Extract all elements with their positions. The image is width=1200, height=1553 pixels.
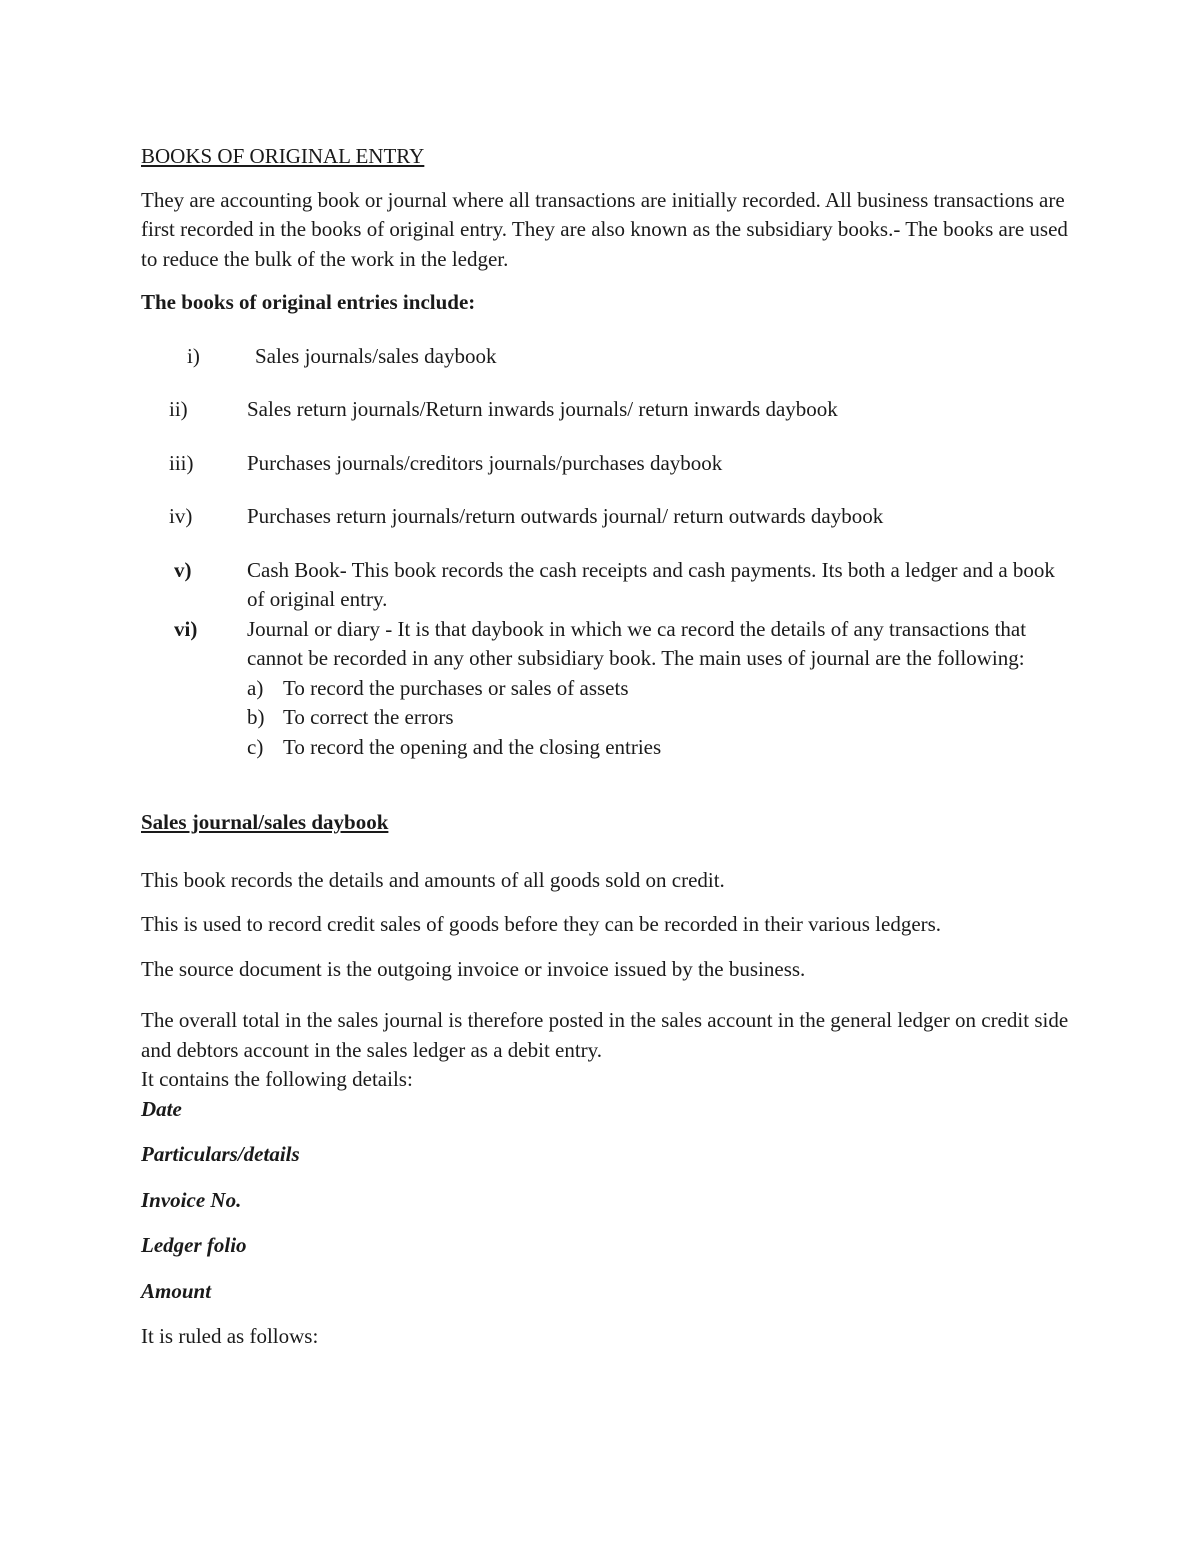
list-number: v) <box>174 557 192 582</box>
list-item-book-3 <box>141 449 1071 479</box>
list-number: ii) <box>169 397 188 421</box>
sales-paragraph-1: This book records the details and amounts of all goods sold on credit. <box>141 867 725 892</box>
contains-line: It contains the following details: <box>141 1067 413 1091</box>
sales-paragraph-4: The overall total in the sales journal is therefore posted in the sales account in the general ledger on credit side and debtors account in the sales ledger as a debit entry. <box>141 1008 1069 1062</box>
journal-uses-list <box>247 674 1071 763</box>
list-item-text: Sales return journals/Return inwards journals/ return inwards daybook <box>247 397 838 421</box>
intro-paragraph: They are accounting book or journal where all transactions are initially recorded. All business transactions are first recorded in the books of original entry. They are also known as the subsidiary books.- The books are used to reduce the bulk of the work in the ledger. <box>141 187 1068 271</box>
detail-item-invoice: Invoice No. <box>141 1187 242 1212</box>
list-item-text: Purchases journals/creditors journals/purchases daybook <box>247 450 723 475</box>
page-title: BOOKS OF ORIGINAL ENTRY <box>141 144 425 168</box>
list-item-body <box>247 615 1071 763</box>
includes-heading: The books of original entries include: <box>141 290 476 314</box>
detail-item-particulars: Particulars/details <box>141 1142 300 1166</box>
list-number: i) <box>187 343 200 368</box>
list-item-text: Journal or diary - It is that daybook in which we ca record the details of any transactions that cannot be recorded in any other subsidiary book. The main uses of journal are the following: <box>247 616 1027 670</box>
list-item-book-5 <box>141 556 1071 615</box>
list-letter: a) <box>247 675 264 700</box>
list-number: vi) <box>174 616 198 641</box>
journal-use-text: To record the purchases or sales of assets <box>283 675 629 700</box>
detail-item-date: Date <box>141 1096 182 1121</box>
list-item-text: Purchases return journals/return outwards journal/ return outwards daybook <box>247 504 884 528</box>
journal-use-item <box>247 703 1071 733</box>
list-number: iv) <box>169 504 193 528</box>
journal-use-item <box>247 674 1071 704</box>
list-item-book-6 <box>141 615 1071 763</box>
ruled-line: It is ruled as follows: <box>141 1324 319 1348</box>
journal-use-text: To correct the errors <box>283 705 454 729</box>
list-letter: c) <box>247 734 264 759</box>
list-letter: b) <box>247 705 265 729</box>
document-page <box>141 142 1071 1352</box>
list-item-book-2 <box>141 395 1071 425</box>
list-item-text: Sales journals/sales daybook <box>255 343 497 368</box>
detail-item-ledger-folio: Ledger folio <box>141 1233 247 1257</box>
sales-paragraph-2: This is used to record credit sales of goods before they can be recorded in their various ledgers. <box>141 912 942 936</box>
list-item-text: Cash Book- This book records the cash receipts and cash payments. Its both a ledger and a book of original entry. <box>247 557 1055 611</box>
detail-item-amount: Amount <box>141 1278 212 1303</box>
list-number: iii) <box>169 450 194 475</box>
list-item-book-1 <box>141 342 1071 372</box>
journal-use-item <box>247 733 1071 763</box>
sales-paragraph-3: The source document is the outgoing invoice or invoice issued by the business. <box>141 956 806 981</box>
journal-use-text: To record the opening and the closing entries <box>283 734 662 759</box>
section-title-sales-journal: Sales journal/sales daybook <box>141 810 389 834</box>
list-item-book-4 <box>141 502 1071 532</box>
